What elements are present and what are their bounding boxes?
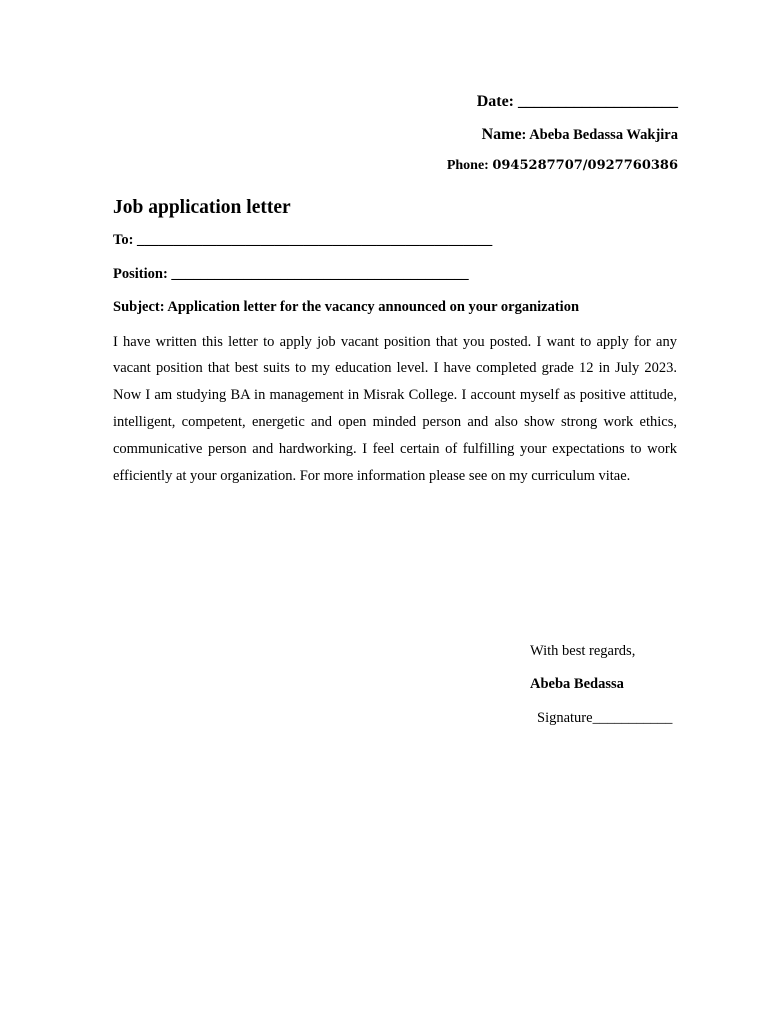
name-label: Name bbox=[481, 126, 522, 144]
letter-body: I have written this letter to apply job vacant position that you posted. I want to apply for any vacant position that best suits to my education level. I have completed grade 12 in July 2023. Now I am studying BA in management in Misrak College. I account myself as positive attitude, intelligent, competent, energetic and open minded person and also show strong work ethics, communicative person and hardworking. I feel certain of fulfilling your expectations to work efficiently at your organization. For more information please see on my curriculum vitae. bbox=[113, 333, 677, 484]
letter-title: Job application letter bbox=[113, 197, 291, 218]
to-label: To: bbox=[113, 232, 134, 249]
phone-label: Phone: bbox=[446, 157, 489, 173]
to-line bbox=[113, 232, 677, 249]
position-label: Position: bbox=[113, 265, 168, 282]
name-line bbox=[113, 125, 678, 144]
date-line bbox=[113, 92, 678, 111]
subject-line: Subject: Application letter for the vacancy announced on your organization bbox=[113, 299, 580, 316]
letter-content bbox=[113, 196, 677, 489]
signer-name: Abeba Bedassa bbox=[530, 676, 624, 693]
date-blank: ____________________ bbox=[518, 93, 678, 110]
phone-line bbox=[113, 158, 678, 175]
closing-regards: With best regards, bbox=[530, 643, 636, 659]
phone-value: 0945287707/0927760386 bbox=[492, 157, 678, 173]
letter-header bbox=[113, 92, 678, 174]
date-label: Date: bbox=[476, 93, 514, 110]
name-value: : Abeba Bedassa Wakjira bbox=[521, 127, 678, 144]
letter-closing bbox=[530, 643, 690, 727]
signature-line: Signature___________ bbox=[537, 709, 673, 726]
to-blank: _________________________________________________ bbox=[137, 232, 493, 249]
position-line bbox=[113, 266, 677, 283]
position-blank: _________________________________________ bbox=[171, 265, 469, 282]
